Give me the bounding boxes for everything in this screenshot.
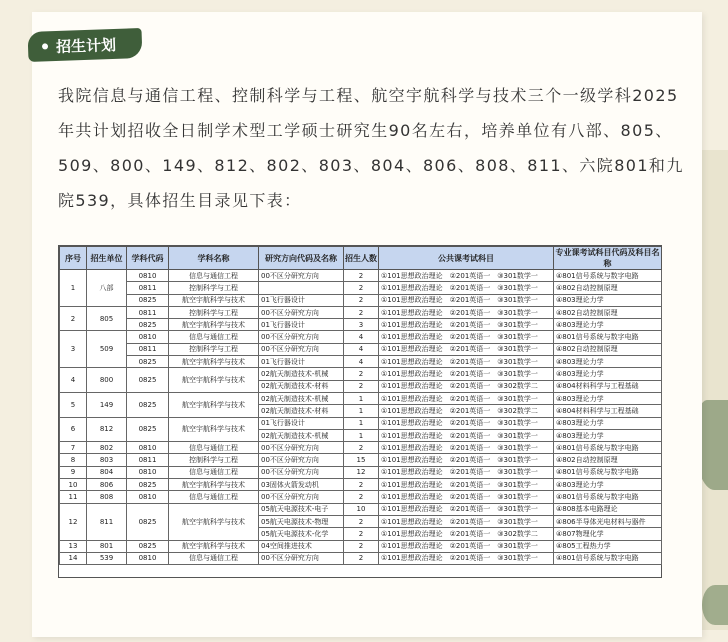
unit-cell: 509 bbox=[87, 331, 127, 368]
public-exam-cell: ①101思想政治理论 ②201英语一 ③301数学一 bbox=[379, 368, 554, 380]
major-exam-cell: ④804材料科学与工程基础 bbox=[554, 405, 662, 417]
table-row bbox=[60, 392, 662, 404]
major-exam-cell: ④802自动控制原理 bbox=[554, 282, 662, 294]
table-row bbox=[60, 270, 662, 282]
discipline-cell: 航空宇航科学与技术 bbox=[169, 319, 259, 331]
quota-cell: 2 bbox=[344, 540, 379, 552]
quota-cell: 2 bbox=[344, 368, 379, 380]
table-row bbox=[60, 417, 662, 429]
header-cell: 专业课考试科目代码及科目名称 bbox=[555, 248, 660, 268]
code-cell: 0810 bbox=[127, 442, 169, 454]
public-exam-cell: ①101思想政治理论 ②201英语一 ③301数学一 bbox=[379, 515, 554, 527]
discipline-cell: 信息与通信工程 bbox=[169, 270, 259, 282]
quota-cell: 10 bbox=[344, 503, 379, 515]
quota-cell: 4 bbox=[344, 331, 379, 343]
table-row bbox=[60, 540, 662, 552]
direction-cell: 00不区分研究方向 bbox=[259, 491, 344, 503]
discipline-cell: 控制科学与工程 bbox=[169, 282, 259, 294]
major-exam-cell: ④805工程热力学 bbox=[554, 540, 662, 552]
direction-cell: 00不区分研究方向 bbox=[259, 552, 344, 564]
unit-cell: 805 bbox=[87, 306, 127, 331]
discipline-cell: 信息与通信工程 bbox=[169, 442, 259, 454]
public-exam-cell: ①101思想政治理论 ②201英语一 ③301数学一 bbox=[379, 454, 554, 466]
unit-cell: 149 bbox=[87, 392, 127, 417]
public-exam-cell: ①101思想政治理论 ②201英语一 ③301数学一 bbox=[379, 343, 554, 355]
quota-cell: 1 bbox=[344, 429, 379, 441]
unit-cell: 808 bbox=[87, 491, 127, 503]
major-exam-cell: ④803理论力学 bbox=[554, 429, 662, 441]
unit-cell: 539 bbox=[87, 552, 127, 564]
direction-cell: 03固体火箭发动机 bbox=[259, 479, 344, 491]
code-cell: 0810 bbox=[127, 466, 169, 478]
public-exam-cell: ①101思想政治理论 ②201英语一 ③301数学一 bbox=[379, 319, 554, 331]
enrollment-table-grid bbox=[59, 246, 662, 565]
code-cell: 0825 bbox=[127, 503, 169, 540]
code-cell: 0811 bbox=[127, 454, 169, 466]
major-exam-cell: ④802自动控制原理 bbox=[554, 306, 662, 318]
major-exam-cell: ④803理论力学 bbox=[554, 294, 662, 306]
code-cell: 0810 bbox=[127, 270, 169, 282]
direction-cell: 00不区分研究方向 bbox=[259, 442, 344, 454]
major-exam-cell: ④803理论力学 bbox=[554, 417, 662, 429]
table-row bbox=[60, 466, 662, 478]
seq-cell: 11 bbox=[60, 491, 87, 503]
code-cell: 0825 bbox=[127, 356, 169, 368]
public-exam-cell: ①101思想政治理论 ②201英语一 ③301数学一 bbox=[379, 442, 554, 454]
table-row bbox=[60, 503, 662, 515]
intro-paragraph: 我院信息与通信工程、控制科学与工程、航空宇航科学与技术三个一级学科2025年共计划招收全日制学术型工学硕士研究生90名左右，培养单位有八部、805、509、800、149、812、802、803、804、806、808、811、六院801和九院539，具体招生目录见下表： bbox=[58, 86, 684, 210]
public-exam-cell: ①101思想政治理论 ②201英语一 ③301数学一 bbox=[379, 282, 554, 294]
direction-cell: 00不区分研究方向 bbox=[259, 306, 344, 318]
direction-cell: 01飞行器设计 bbox=[259, 356, 344, 368]
discipline-cell: 航空宇航科学与技术 bbox=[169, 356, 259, 368]
public-exam-cell: ①101思想政治理论 ②201英语一 ③301数学一 bbox=[379, 491, 554, 503]
seq-cell: 9 bbox=[60, 466, 87, 478]
direction-cell: 01飞行器设计 bbox=[259, 319, 344, 331]
public-exam-cell: ①101思想政治理论 ②201英语一 ③302数学二 bbox=[379, 405, 554, 417]
seq-cell: 4 bbox=[60, 368, 87, 393]
discipline-cell: 航空宇航科学与技术 bbox=[169, 392, 259, 417]
seq-cell: 10 bbox=[60, 479, 87, 491]
code-cell: 0825 bbox=[127, 294, 169, 306]
direction-cell: 02航天制造技术-材料 bbox=[259, 405, 344, 417]
unit-cell: 802 bbox=[87, 442, 127, 454]
seq-cell: 12 bbox=[60, 503, 87, 540]
direction-cell: 00不区分研究方向 bbox=[259, 331, 344, 343]
direction-cell: 00不区分研究方向 bbox=[259, 466, 344, 478]
major-exam-cell: ④801信号系统与数字电路 bbox=[554, 331, 662, 343]
seq-cell: 7 bbox=[60, 442, 87, 454]
table-row bbox=[60, 552, 662, 564]
unit-cell: 八部 bbox=[87, 270, 127, 307]
public-exam-cell: ①101思想政治理论 ②201英语一 ③302数学二 bbox=[379, 528, 554, 540]
discipline-cell: 航空宇航科学与技术 bbox=[169, 540, 259, 552]
direction-cell bbox=[259, 282, 344, 294]
code-cell: 0825 bbox=[127, 319, 169, 331]
code-cell: 0810 bbox=[127, 552, 169, 564]
quota-cell: 2 bbox=[344, 282, 379, 294]
header-cell: 学科名称 bbox=[169, 247, 259, 270]
major-exam-cell: ④808基本电路理论 bbox=[554, 503, 662, 515]
major-exam-cell: ④807物理化学 bbox=[554, 528, 662, 540]
direction-cell: 05航天电源技术-电子 bbox=[259, 503, 344, 515]
public-exam-cell: ①101思想政治理论 ②201英语一 ③301数学一 bbox=[379, 356, 554, 368]
direction-cell: 02航天制造技术-机械 bbox=[259, 392, 344, 404]
major-exam-cell: ④801信号系统与数字电路 bbox=[554, 552, 662, 564]
seq-cell: 1 bbox=[60, 270, 87, 307]
direction-cell: 01飞行器设计 bbox=[259, 294, 344, 306]
public-exam-cell: ①101思想政治理论 ②201英语一 ③301数学一 bbox=[379, 294, 554, 306]
unit-cell: 806 bbox=[87, 479, 127, 491]
section-title: 招生计划 bbox=[55, 35, 117, 56]
header-cell: 研究方向代码及名称 bbox=[259, 247, 344, 270]
quota-cell: 2 bbox=[344, 294, 379, 306]
discipline-cell: 航空宇航科学与技术 bbox=[169, 294, 259, 306]
seq-cell: 5 bbox=[60, 392, 87, 417]
seq-cell: 14 bbox=[60, 552, 87, 564]
quota-cell: 1 bbox=[344, 392, 379, 404]
public-exam-cell: ①101思想政治理论 ②201英语一 ③301数学一 bbox=[379, 429, 554, 441]
table-row bbox=[60, 319, 662, 331]
header-cell: 序号 bbox=[60, 247, 87, 270]
quota-cell: 2 bbox=[344, 528, 379, 540]
seq-cell: 8 bbox=[60, 454, 87, 466]
direction-cell: 04空间推进技术 bbox=[259, 540, 344, 552]
table-row bbox=[60, 294, 662, 306]
major-exam-cell: ④803理论力学 bbox=[554, 479, 662, 491]
quota-cell: 2 bbox=[344, 515, 379, 527]
quota-cell: 12 bbox=[344, 466, 379, 478]
quota-cell: 2 bbox=[344, 491, 379, 503]
direction-cell: 05航天电源技术-化学 bbox=[259, 528, 344, 540]
major-exam-cell: ④801信号系统与数字电路 bbox=[554, 270, 662, 282]
table-row bbox=[60, 368, 662, 380]
major-exam-cell: ④803理论力学 bbox=[554, 319, 662, 331]
discipline-cell: 信息与通信工程 bbox=[169, 552, 259, 564]
unit-cell: 804 bbox=[87, 466, 127, 478]
discipline-cell: 信息与通信工程 bbox=[169, 466, 259, 478]
direction-cell: 00不区分研究方向 bbox=[259, 270, 344, 282]
public-exam-cell: ①101思想政治理论 ②201英语一 ③301数学一 bbox=[379, 331, 554, 343]
seq-cell: 2 bbox=[60, 306, 87, 331]
direction-cell: 00不区分研究方向 bbox=[259, 343, 344, 355]
major-exam-cell: ④803理论力学 bbox=[554, 368, 662, 380]
table-header-row bbox=[60, 247, 662, 270]
code-cell: 0825 bbox=[127, 479, 169, 491]
discipline-cell: 控制科学与工程 bbox=[169, 306, 259, 318]
bullet-dot-icon bbox=[42, 43, 48, 49]
seq-cell: 6 bbox=[60, 417, 87, 442]
code-cell: 0825 bbox=[127, 392, 169, 417]
discipline-cell: 航空宇航科学与技术 bbox=[169, 479, 259, 491]
unit-cell: 800 bbox=[87, 368, 127, 393]
code-cell: 0811 bbox=[127, 282, 169, 294]
table-row bbox=[60, 479, 662, 491]
major-exam-cell: ④803理论力学 bbox=[554, 356, 662, 368]
code-cell: 0825 bbox=[127, 417, 169, 442]
public-exam-cell: ①101思想政治理论 ②201英语一 ③301数学一 bbox=[379, 417, 554, 429]
major-exam-cell: ④806半导体光电材料与器件 bbox=[554, 515, 662, 527]
code-cell: 0825 bbox=[127, 368, 169, 393]
public-exam-cell: ①101思想政治理论 ②201英语一 ③301数学一 bbox=[379, 270, 554, 282]
direction-cell: 02航天制造技术-机械 bbox=[259, 368, 344, 380]
direction-cell: 01飞行器设计 bbox=[259, 417, 344, 429]
quota-cell: 3 bbox=[344, 319, 379, 331]
major-exam-cell: ④801信号系统与数字电路 bbox=[554, 442, 662, 454]
major-exam-cell: ④801信号系统与数字电路 bbox=[554, 491, 662, 503]
table-row bbox=[60, 442, 662, 454]
discipline-cell: 控制科学与工程 bbox=[169, 343, 259, 355]
table-row bbox=[60, 306, 662, 318]
major-exam-cell: ④802自动控制原理 bbox=[554, 343, 662, 355]
unit-cell: 801 bbox=[87, 540, 127, 552]
enrollment-table bbox=[58, 245, 662, 578]
table-row bbox=[60, 331, 662, 343]
quota-cell: 2 bbox=[344, 380, 379, 392]
table-row bbox=[60, 343, 662, 355]
public-exam-cell: ①101思想政治理论 ②201英语一 ③301数学一 bbox=[379, 503, 554, 515]
public-exam-cell: ①101思想政治理论 ②201英语一 ③301数学一 bbox=[379, 479, 554, 491]
table-row bbox=[60, 491, 662, 503]
quota-cell: 15 bbox=[344, 454, 379, 466]
discipline-cell: 航空宇航科学与技术 bbox=[169, 368, 259, 393]
direction-cell: 02航天制造技术-材料 bbox=[259, 380, 344, 392]
direction-cell: 02航天制造技术-机械 bbox=[259, 429, 344, 441]
header-cell: 招生单位 bbox=[87, 247, 127, 270]
quota-cell: 4 bbox=[344, 343, 379, 355]
quota-cell: 2 bbox=[344, 442, 379, 454]
major-exam-cell: ④803理论力学 bbox=[554, 392, 662, 404]
quota-cell: 2 bbox=[344, 306, 379, 318]
discipline-cell: 控制科学与工程 bbox=[169, 454, 259, 466]
public-exam-cell: ①101思想政治理论 ②201英语一 ③301数学一 bbox=[379, 306, 554, 318]
code-cell: 0810 bbox=[127, 491, 169, 503]
unit-cell: 803 bbox=[87, 454, 127, 466]
seq-cell: 13 bbox=[60, 540, 87, 552]
major-exam-cell: ④804材料科学与工程基础 bbox=[554, 380, 662, 392]
table-row bbox=[60, 282, 662, 294]
public-exam-cell: ①101思想政治理论 ②201英语一 ③301数学一 bbox=[379, 466, 554, 478]
section-title-badge bbox=[28, 28, 143, 62]
major-exam-cell: ④801信号系统与数字电路 bbox=[554, 466, 662, 478]
discipline-cell: 航空宇航科学与技术 bbox=[169, 417, 259, 442]
table-row bbox=[60, 454, 662, 466]
code-cell: 0811 bbox=[127, 343, 169, 355]
quota-cell: 1 bbox=[344, 417, 379, 429]
major-exam-cell: ④802自动控制原理 bbox=[554, 454, 662, 466]
header-cell: 公共课考试科目 bbox=[379, 247, 554, 270]
code-cell: 0810 bbox=[127, 331, 169, 343]
header-cell: 招生人数 bbox=[344, 247, 379, 270]
public-exam-cell: ①101思想政治理论 ②201英语一 ③301数学一 bbox=[379, 552, 554, 564]
code-cell: 0811 bbox=[127, 306, 169, 318]
discipline-cell: 信息与通信工程 bbox=[169, 491, 259, 503]
direction-cell: 00不区分研究方向 bbox=[259, 454, 344, 466]
quota-cell: 4 bbox=[344, 356, 379, 368]
direction-cell: 05航天电源技术-物理 bbox=[259, 515, 344, 527]
quota-cell: 1 bbox=[344, 405, 379, 417]
quota-cell: 2 bbox=[344, 552, 379, 564]
quota-cell: 2 bbox=[344, 479, 379, 491]
public-exam-cell: ①101思想政治理论 ②201英语一 ③302数学二 bbox=[379, 380, 554, 392]
discipline-cell: 航空宇航科学与技术 bbox=[169, 503, 259, 540]
public-exam-cell: ①101思想政治理论 ②201英语一 ③301数学一 bbox=[379, 540, 554, 552]
table-row bbox=[60, 356, 662, 368]
code-cell: 0825 bbox=[127, 540, 169, 552]
seq-cell: 3 bbox=[60, 331, 87, 368]
header-cell: 学科代码 bbox=[127, 247, 169, 270]
discipline-cell: 信息与通信工程 bbox=[169, 331, 259, 343]
decorative-blob bbox=[702, 585, 728, 625]
unit-cell: 812 bbox=[87, 417, 127, 442]
quota-cell: 2 bbox=[344, 270, 379, 282]
unit-cell: 811 bbox=[87, 503, 127, 540]
public-exam-cell: ①101思想政治理论 ②201英语一 ③301数学一 bbox=[379, 392, 554, 404]
